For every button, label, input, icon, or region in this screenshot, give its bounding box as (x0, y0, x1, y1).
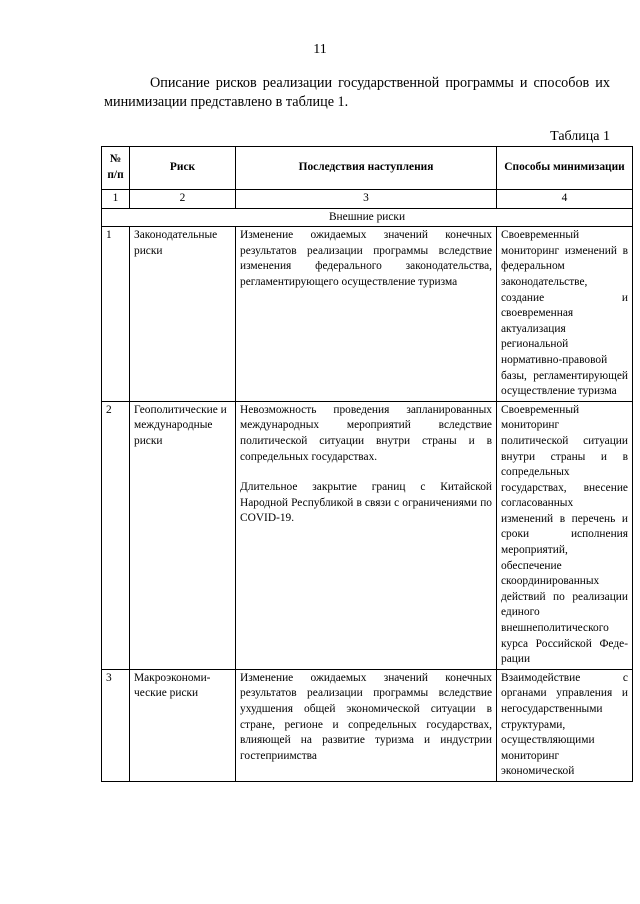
row-methods: Взаимодействие с органами управления и негосударственными структурами, осуществляющими мониторинг экономической (497, 669, 633, 781)
row-consequences: Изменение ожидаемых значений конечных результатов реализации программы вследствие ухудшения общей экономической ситуации в стране, регионе и сопредельных государствах, влияющей на развитие туризма и индустрии гостеприимства (236, 669, 497, 781)
column-numbers-row (102, 190, 633, 209)
table-header-row (102, 147, 633, 190)
table-caption: Таблица 1 (550, 129, 610, 144)
row-num: 2 (102, 401, 130, 669)
intro-text: Описание рисков реализации государственной программы и способов их минимизации представлено в таблице 1. (104, 75, 610, 110)
table-row (102, 401, 633, 669)
row-consequences: Изменение ожидаемых значений конечных результатов реализации программы вследствие изменения федерального законодательства, регламентирующего осуществление туризма (236, 227, 497, 402)
table-row (102, 669, 633, 781)
row-risk: Законодательные риски (130, 227, 236, 402)
header-consequences: Последствия наступления (236, 147, 497, 190)
row-risk: Геополитические и международные риски (130, 401, 236, 669)
risks-table (101, 146, 633, 782)
row-methods: Своевременный мониторинг политической ситуации внутри страны и в сопредельных государствах, внесение согласованных изменений в перечень и сроки исполнения мероприятий, обеспечение скоординированных действий по реализации единого внешнеполитического курса Российской Феде-рации (497, 401, 633, 669)
consequence-paragraph: Невозможность проведения запланированных международных мероприятий вследствие политической ситуации внутри страны и в сопредельных государствах. (240, 403, 492, 463)
row-consequences (236, 401, 497, 669)
page-number: 11 (313, 42, 327, 57)
header-methods: Способы минимизации (497, 147, 633, 190)
column-number: 3 (236, 190, 497, 209)
header-risk: Риск (130, 147, 236, 190)
row-num: 3 (102, 669, 130, 781)
header-num: № п/п (102, 147, 130, 190)
intro-paragraph (104, 74, 610, 112)
column-number: 1 (102, 190, 130, 209)
row-methods: Своевременный мониторинг изменений в федеральном законодательстве, создание и своевременная актуализация региональной нормативно-правовой базы, регламентирующей осуществление туризма (497, 227, 633, 402)
table-row (102, 227, 633, 402)
row-risk: Макроэкономи-ческие риски (130, 669, 236, 781)
consequence-paragraph: Длительное закрытие границ с Китайской Народной Республикой в связи с ограничениями по COVID-19. (240, 481, 492, 525)
column-number: 2 (130, 190, 236, 209)
column-number: 4 (497, 190, 633, 209)
section-title: Внешние риски (102, 208, 633, 227)
section-row (102, 208, 633, 227)
row-num: 1 (102, 227, 130, 402)
